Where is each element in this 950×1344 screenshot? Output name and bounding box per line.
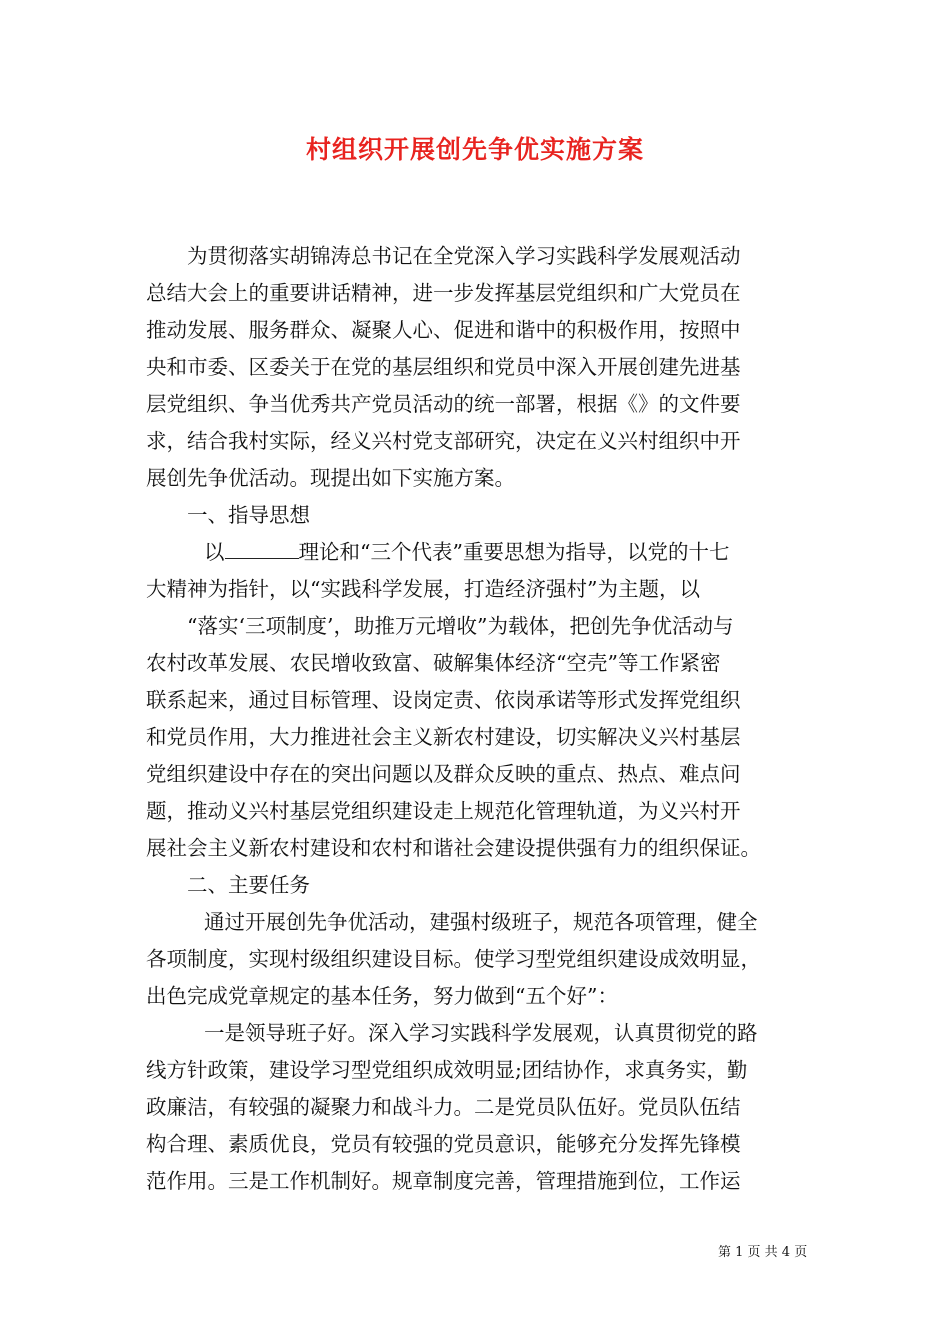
text-line: 求，结合我村实际，经义兴村党支部研究，决定在义兴村组织中开	[146, 429, 741, 453]
text-line: 各项制度，实现村级组织建设目标。使学习型党组织建设成效明显，	[146, 947, 761, 971]
text-line: 农村改革发展、农民增收致富、破解集体经济“空壳”等工作紧密	[146, 651, 721, 675]
page-title: 村组织开展创先争优实施方案	[305, 135, 644, 164]
text-line: 题，推动义兴村基层党组织建设走上规范化管理轨道，为义兴村开	[146, 799, 741, 823]
text-line: 构合理、素质优良，党员有较强的党员意识，能够充分发挥先锋模	[146, 1132, 741, 1156]
text-line: 展社会主义新农村建设和农村和谐社会建设提供强有力的组织保证。	[146, 836, 761, 860]
text-line: 总结大会上的重要讲话精神，进一步发挥基层党组织和广大党员在	[146, 281, 741, 305]
text-line: 央和市委、区委关于在党的基层组织和党员中深入开展创建先进基	[146, 355, 741, 379]
page-footer: 第 1 页 共 4 页	[718, 1245, 808, 1260]
text-line: 展创先争优活动。现提出如下实施方案。	[146, 466, 515, 490]
text-line: 线方针政策，建设学习型党组织成效明显;团结协作，求真务实，勤	[146, 1058, 748, 1082]
text-line: 二、主要任务	[187, 873, 310, 897]
text-line	[146, 534, 806, 571]
text-line: 党组织建设中存在的突出问题以及群众反映的重点、热点、难点问	[146, 762, 741, 786]
text-line: 为贯彻落实胡锦涛总书记在全党深入学习实践科学发展观活动	[187, 244, 741, 268]
text-line: 层党组织、争当优秀共产党员活动的统一部署，根据《》的文件要	[146, 392, 741, 416]
document-body	[146, 238, 806, 1200]
blank-underline	[225, 540, 299, 559]
text-line: 政廉洁，有较强的凝聚力和战斗力。二是党员队伍好。党员队伍结	[146, 1095, 741, 1119]
text-line: 出色完成党章规定的基本任务，努力做到“五个好”：	[146, 984, 618, 1008]
text-line: 联系起来，通过目标管理、设岗定责、依岗承诺等形式发挥党组织	[146, 688, 741, 712]
text-line: 大精神为指针，以“实践科学发展，打造经济强村”为主题，以	[146, 577, 700, 601]
text-line: 和党员作用，大力推进社会主义新农村建设，切实解决义兴村基层	[146, 725, 741, 749]
text-line: 推动发展、服务群众、凝聚人心、促进和谐中的积极作用，按照中	[146, 318, 741, 342]
text-line: 一、指导思想	[187, 503, 310, 527]
text-segment: 以	[204, 540, 225, 564]
text-line: “落实‘三项制度’，助推万元增收”为载体，把创先争优活动与	[187, 614, 734, 638]
text-line: 一是领导班子好。深入学习实践科学发展观，认真贯彻党的路	[204, 1021, 758, 1045]
text-line: 范作用。三是工作机制好。规章制度完善，管理措施到位，工作运	[146, 1169, 741, 1193]
text-line: 通过开展创先争优活动，建强村级班子，规范各项管理，健全	[204, 910, 758, 934]
text-segment: 理论和“三个代表”重要思想为指导，以党的十七	[298, 540, 730, 564]
